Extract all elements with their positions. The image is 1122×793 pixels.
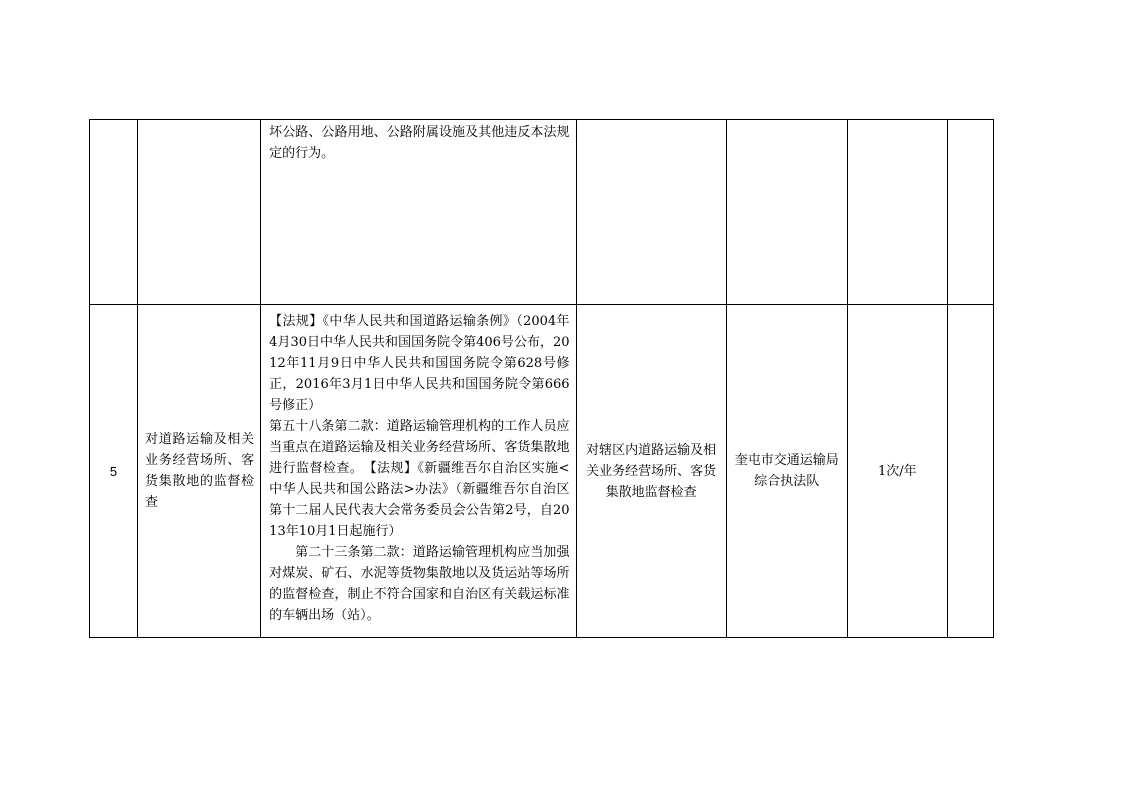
item-name: 对道路运输及相关业务经营场所、客货集散地的监督检查 <box>145 432 255 510</box>
inspection-content: 对辖区内道路运输及相关业务经营场所、客货集散地监督检查 <box>586 442 717 500</box>
row-number: 5 <box>109 463 118 479</box>
table-row <box>90 120 994 305</box>
row-number-cell <box>90 120 138 305</box>
inspection-subject: 奎屯市交通运输局综合执法队 <box>734 453 839 489</box>
frequency-cell <box>847 305 947 638</box>
legal-basis-paragraph: 第二十三条第二款：道路运输管理机构应当加强对煤炭、矿石、水泥等货物集散地以及货运站等场所的监督检查，制止不符合国家和自治区有关载运标准的车辆出场（站）。 <box>269 545 570 623</box>
inspection-subject-cell <box>726 305 847 638</box>
legal-basis-paragraph: 第五十八条第二款：道路运输管理机构的工作人员应当重点在道路运输及相关业务经营场所、客货集散地进行监督检查。 【法规】《新疆维吾尔自治区实施<中华人民共和国公路法>办法》（新疆维吾尔自治区第十二届人民代表大会常务委员会公告第2号，自2013年10月1日起施行） <box>269 419 570 539</box>
inspection-content-cell <box>576 120 726 305</box>
inspection-frequency: 1次/年 <box>878 463 917 479</box>
frequency-cell <box>847 120 947 305</box>
inspection-subject-cell <box>726 120 847 305</box>
inspection-content-cell <box>576 305 726 638</box>
legal-basis-cell <box>261 305 576 638</box>
inspection-table <box>89 119 994 638</box>
legal-basis-text <box>261 305 575 626</box>
remark-cell <box>947 120 993 305</box>
item-cell <box>138 120 261 305</box>
remark-cell <box>947 305 993 638</box>
legal-basis-paragraph: 【法规】《中华人民共和国道路运输条例》（2004年4月30日中华人民共和国国务院令第406号公布，2012年11月9日中华人民共和国国务院令第628号修正，2016年3月1日中华人民共和国国务院令第666号修正） <box>269 314 570 413</box>
table-row <box>90 305 994 638</box>
item-cell <box>138 305 261 638</box>
row-number-cell <box>90 305 138 638</box>
legal-basis-text <box>261 120 575 164</box>
legal-basis-cell <box>261 120 576 305</box>
legal-basis-paragraph: 坏公路、公路用地、公路附属设施及其他违反本法规定的行为。 <box>269 125 570 161</box>
